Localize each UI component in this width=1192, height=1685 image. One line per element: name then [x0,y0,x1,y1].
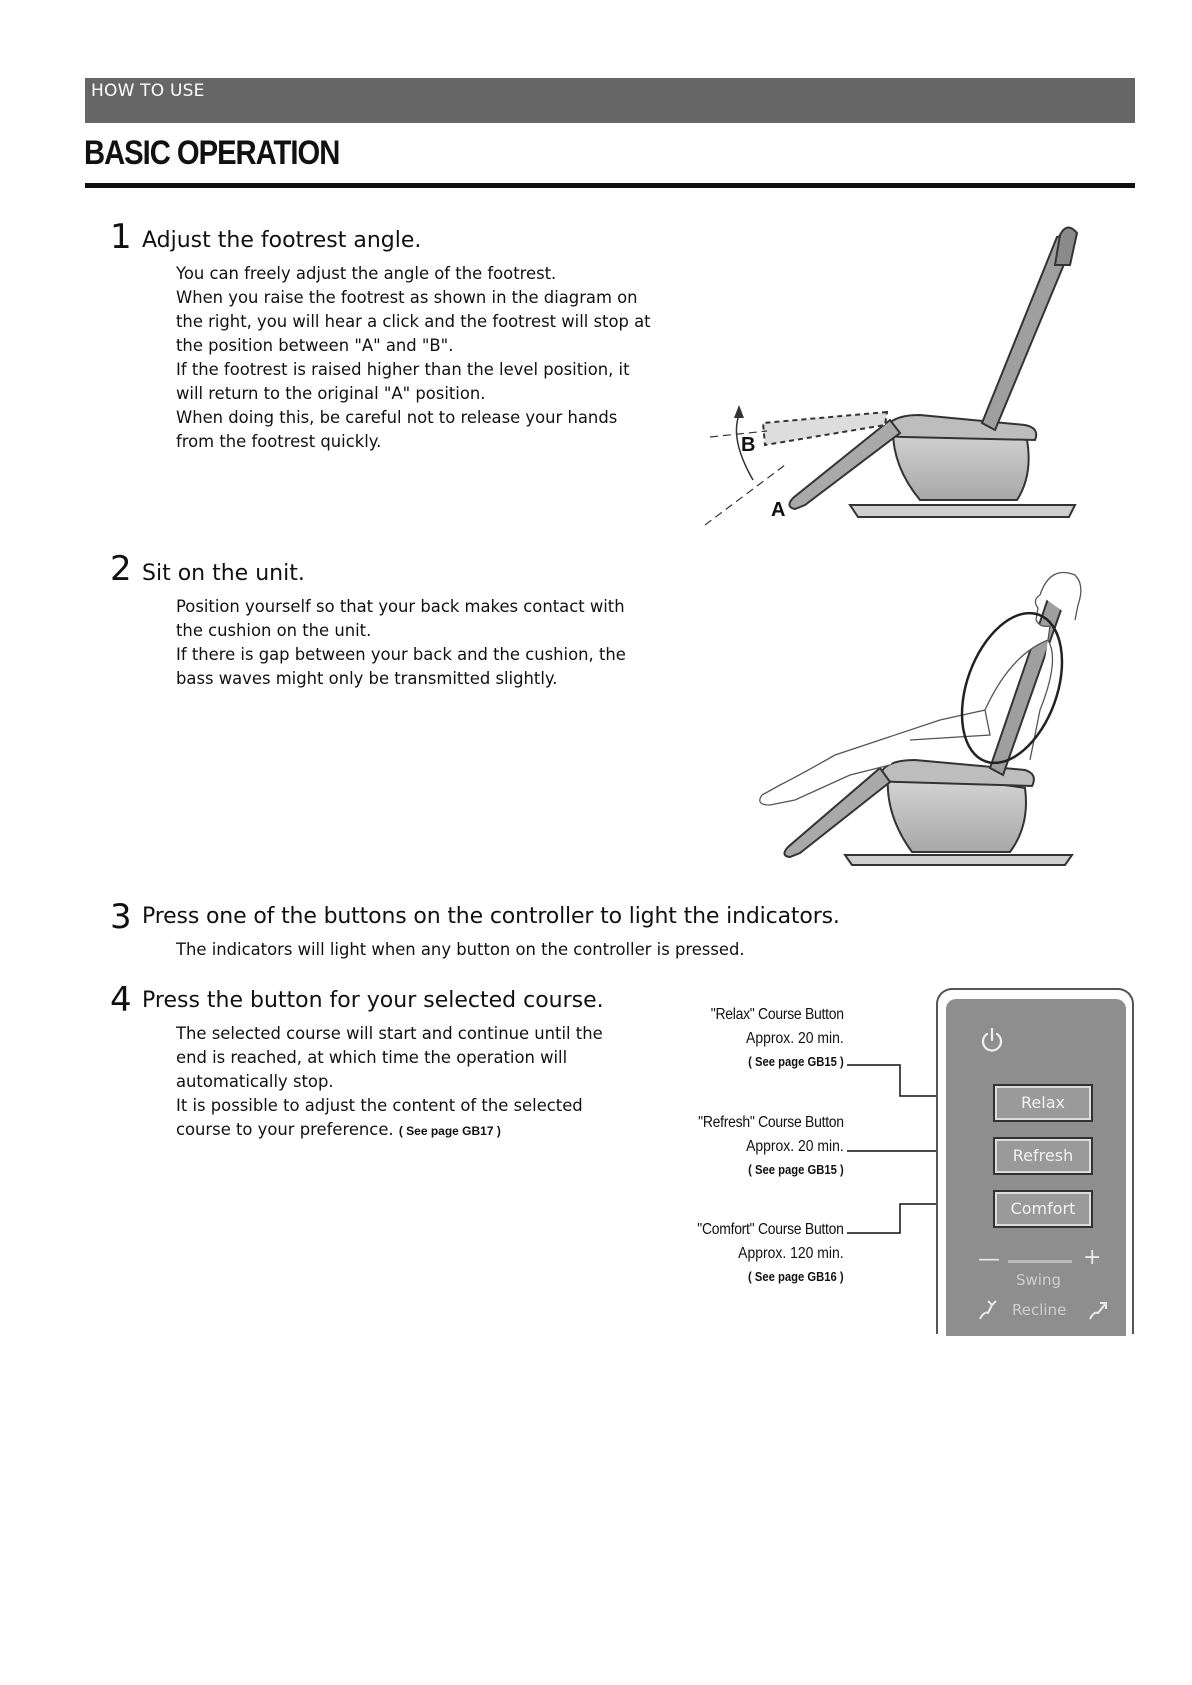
chair-pedestal [888,775,1026,852]
callout-time: Approx. 120 min. [738,1245,844,1262]
step-4-body [176,1022,603,1143]
callout-reference: ( See page GB15 ) [748,1163,844,1177]
seated-position-diagram [740,560,1085,870]
step-1-line: the right, you will hear a click and the footrest will stop at [176,312,651,331]
arc-arrowhead [734,405,744,418]
callout-time: Approx. 20 min. [746,1138,844,1155]
step-3-heading: Press one of the buttons on the controller to light the indicators. [142,904,840,929]
step-1-line: from the footrest quickly. [176,432,382,451]
step-1-line: When doing this, be careful not to release your hands [176,408,618,427]
callout-reference: ( See page GB16 ) [748,1270,844,1284]
step-4-heading: Press the button for your selected course. [142,988,604,1013]
refresh-button[interactable]: Refresh [993,1137,1093,1175]
chair-base-plate [850,505,1075,517]
chair-seat [880,760,1034,786]
chair-headrest [1055,227,1077,265]
step-2-line: If there is gap between your back and the cushion, the [176,645,626,664]
recline-down-icon[interactable] [978,1299,1002,1321]
step-3-line: The indicators will light when any button on the controller is pressed. [176,940,745,959]
step-3-number: 3 [110,897,132,937]
recline-up-icon[interactable] [1088,1299,1112,1321]
label-b: B [741,434,756,456]
section-label: HOW TO USE [91,81,205,101]
step-1-line: If the footrest is raised higher than the level position, it [176,360,630,379]
page-title: BASIC OPERATION [84,134,340,172]
callout-name: "Comfort" Course Button [697,1221,844,1238]
comfort-button[interactable]: Comfort [993,1190,1093,1228]
callout-name: "Relax" Course Button [711,1006,844,1023]
step-4-line: It is possible to adjust the content of the selected [176,1096,583,1115]
step-3-body [176,938,745,962]
step-2-line: bass waves might only be transmitted slightly. [176,669,558,688]
chair-seat [885,415,1036,440]
swing-label: Swing [1016,1271,1061,1289]
step-4-line-last [176,1118,603,1143]
step-1-number: 1 [110,217,132,257]
step-4-line: end is reached, at which time the operation will [176,1048,568,1067]
relax-button[interactable]: Relax [993,1084,1093,1122]
section-header-bar [85,78,1135,123]
callout-comfort [681,1218,844,1288]
swing-minus-button[interactable]: — [978,1247,1000,1272]
callout-refresh [682,1111,844,1181]
step-2-heading: Sit on the unit. [142,561,305,586]
chair-base-plate [845,855,1072,865]
footrest-angle-diagram [705,225,1085,530]
callout-relax [696,1003,844,1073]
step-4-line: The selected course will start and continue until the [176,1024,603,1043]
step-1-line: You can freely adjust the angle of the footrest. [176,264,557,283]
swing-plus-button[interactable]: + [1083,1245,1102,1270]
label-a: A [771,499,786,521]
power-icon[interactable] [978,1027,1006,1055]
step-1-body [176,262,651,454]
step-1-line: When you raise the footrest as shown in the diagram on [176,288,638,307]
controller [936,988,1134,1334]
step-4-line: course to your preference. [176,1120,394,1139]
step-4-number: 4 [110,980,132,1020]
recline-label: Recline [1012,1301,1067,1319]
step-2-number: 2 [110,549,132,589]
step-2-body [176,595,626,691]
callout-name: "Refresh" Course Button [698,1114,844,1131]
page-reference: ( See page GB17 ) [398,1124,501,1138]
callout-reference: ( See page GB15 ) [748,1055,844,1069]
swing-slider-track[interactable] [1008,1260,1072,1263]
guide-line-b [710,431,767,437]
step-2-line: the cushion on the unit. [176,621,372,640]
step-1-heading: Adjust the footrest angle. [142,228,422,253]
title-divider [85,183,1135,188]
callout-time: Approx. 20 min. [746,1030,844,1047]
controller-panel [946,999,1126,1336]
step-1-line: will return to the original "A" position. [176,384,486,403]
step-1-line: the position between "A" and "B". [176,336,454,355]
step-2-line: Position yourself so that your back makes contact with [176,597,625,616]
step-4-line: automatically stop. [176,1072,334,1091]
